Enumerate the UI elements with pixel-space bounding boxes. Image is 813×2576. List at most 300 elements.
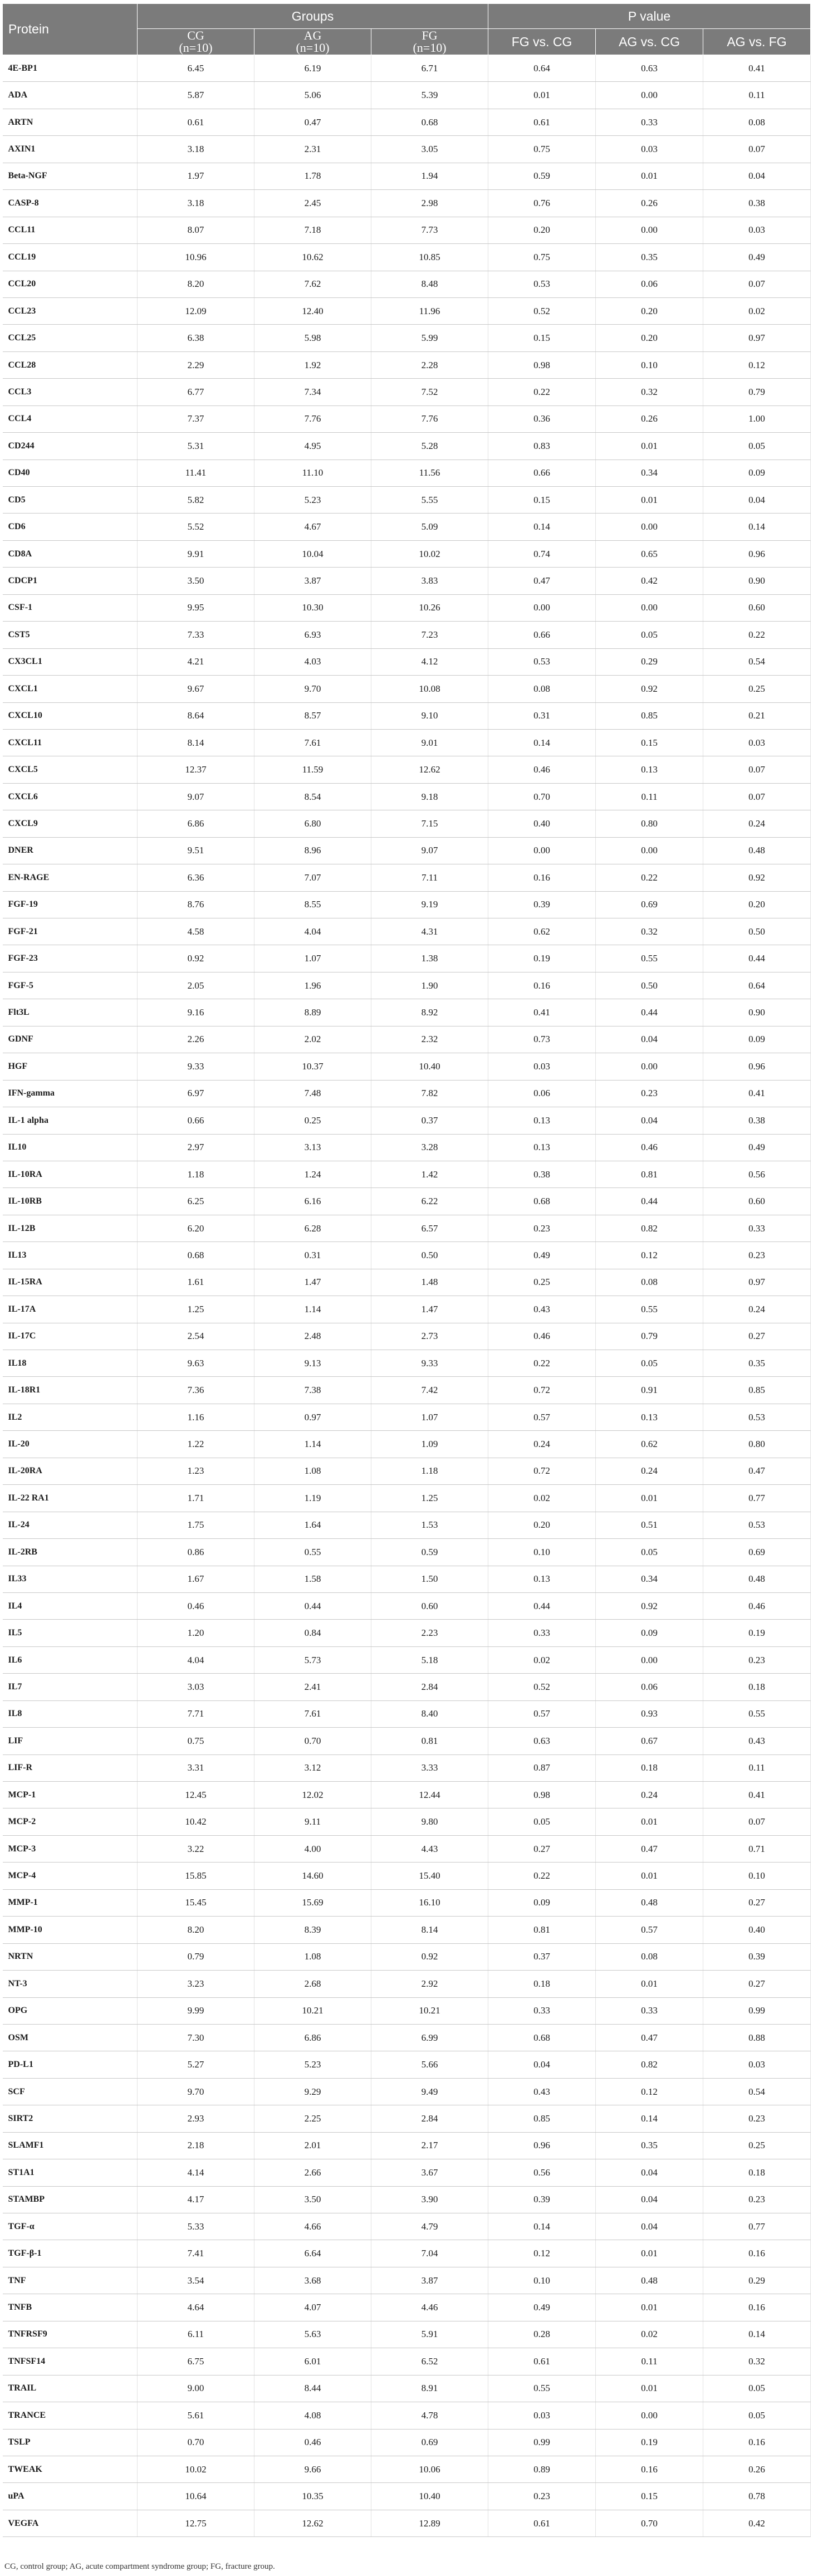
fg-value-cell: 12.89 bbox=[371, 2510, 488, 2536]
ag-value-cell: 1.08 bbox=[254, 1943, 371, 1970]
fg-value-cell: 5.99 bbox=[371, 325, 488, 351]
table-row bbox=[3, 1161, 811, 1187]
fg-value-cell: 0.59 bbox=[371, 1539, 488, 1566]
cg-value-cell: 0.61 bbox=[138, 109, 254, 135]
cg-value-cell: 5.52 bbox=[138, 514, 254, 540]
protein-name-cell: Flt3L bbox=[3, 999, 138, 1026]
protein-name-cell: CD8A bbox=[3, 540, 138, 567]
ag-vs-cg-pvalue-cell: 0.34 bbox=[596, 1566, 703, 1592]
ag-vs-cg-pvalue-cell: 0.29 bbox=[596, 648, 703, 675]
ag-vs-fg-pvalue-cell: 0.04 bbox=[703, 487, 811, 514]
table-header bbox=[3, 4, 811, 55]
fg-vs-cg-pvalue-cell: 0.13 bbox=[488, 1107, 596, 1134]
cg-value-cell: 2.05 bbox=[138, 972, 254, 999]
ag-vs-cg-pvalue-cell: 0.47 bbox=[596, 1835, 703, 1862]
fg-vs-cg-pvalue-cell: 0.81 bbox=[488, 1917, 596, 1943]
ag-vs-fg-pvalue-cell: 0.07 bbox=[703, 783, 811, 810]
ag-value-cell: 8.89 bbox=[254, 999, 371, 1026]
ag-vs-fg-pvalue-cell: 0.96 bbox=[703, 540, 811, 567]
ag-vs-fg-pvalue-cell: 0.03 bbox=[703, 2051, 811, 2078]
table-row bbox=[3, 756, 811, 783]
fg-vs-cg-pvalue-cell: 0.14 bbox=[488, 2213, 596, 2240]
fg-vs-cg-pvalue-cell: 0.14 bbox=[488, 729, 596, 756]
table-row bbox=[3, 1782, 811, 1808]
protein-name-cell: IL33 bbox=[3, 1566, 138, 1592]
ag-value-cell: 1.24 bbox=[254, 1161, 371, 1187]
table-row bbox=[3, 540, 811, 567]
cg-value-cell: 1.23 bbox=[138, 1458, 254, 1484]
table-row bbox=[3, 837, 811, 864]
ag-vs-cg-pvalue-cell: 0.04 bbox=[596, 1026, 703, 1053]
ag-vs-cg-pvalue-cell: 0.05 bbox=[596, 1350, 703, 1377]
cg-value-cell: 5.31 bbox=[138, 433, 254, 460]
ag-vs-cg-pvalue-cell: 0.67 bbox=[596, 1728, 703, 1754]
ag-vs-fg-pvalue-cell: 0.18 bbox=[703, 2159, 811, 2186]
cg-value-cell: 2.29 bbox=[138, 351, 254, 378]
ag-value-cell: 0.31 bbox=[254, 1242, 371, 1269]
ag-vs-fg-pvalue-cell: 0.05 bbox=[703, 2402, 811, 2429]
protein-name-cell: Beta-NGF bbox=[3, 163, 138, 189]
ag-vs-cg-pvalue-cell: 0.32 bbox=[596, 379, 703, 405]
table-row bbox=[3, 1620, 811, 1646]
fg-vs-cg-pvalue-cell: 0.23 bbox=[488, 1215, 596, 1241]
ag-value-cell: 10.21 bbox=[254, 1997, 371, 2024]
fg-value-cell: 4.46 bbox=[371, 2294, 488, 2321]
table-row bbox=[3, 945, 811, 972]
ag-value-cell: 12.62 bbox=[254, 2510, 371, 2536]
ag-value-cell: 2.66 bbox=[254, 2159, 371, 2186]
fg-vs-cg-pvalue-cell: 0.36 bbox=[488, 405, 596, 432]
protein-name-cell: IL-17A bbox=[3, 1296, 138, 1323]
cg-value-cell: 7.36 bbox=[138, 1377, 254, 1404]
cg-value-cell: 6.25 bbox=[138, 1188, 254, 1215]
fg-vs-cg-pvalue-cell: 0.61 bbox=[488, 109, 596, 135]
ag-vs-fg-pvalue-cell: 0.35 bbox=[703, 1350, 811, 1377]
table-row bbox=[3, 999, 811, 1026]
fg-vs-cg-pvalue-cell: 0.63 bbox=[488, 1728, 596, 1754]
protein-name-cell: LIF bbox=[3, 1728, 138, 1754]
fg-vs-cg-pvalue-cell: 0.66 bbox=[488, 460, 596, 486]
table-row bbox=[3, 460, 811, 486]
protein-name-cell: IL-12B bbox=[3, 1215, 138, 1241]
fg-value-cell: 1.38 bbox=[371, 945, 488, 972]
table-footnote: CG, control group; AG, acute compartment syndrome group; FG, fracture group. bbox=[4, 2562, 275, 2571]
ag-vs-fg-pvalue-cell: 0.16 bbox=[703, 2294, 811, 2321]
table-row bbox=[3, 2402, 811, 2429]
fg-value-cell: 6.71 bbox=[371, 55, 488, 82]
fg-vs-cg-pvalue-cell: 0.98 bbox=[488, 1782, 596, 1808]
cg-value-cell: 3.18 bbox=[138, 136, 254, 163]
ag-value-cell: 0.25 bbox=[254, 1107, 371, 1134]
table-row bbox=[3, 2375, 811, 2402]
ag-value-cell: 8.96 bbox=[254, 837, 371, 864]
table-row bbox=[3, 190, 811, 217]
ag-vs-cg-pvalue-cell: 0.20 bbox=[596, 325, 703, 351]
fg-vs-cg-pvalue-cell: 0.52 bbox=[488, 1674, 596, 1700]
protein-name-cell: IL8 bbox=[3, 1700, 138, 1727]
cg-value-cell: 6.45 bbox=[138, 55, 254, 82]
protein-name-cell: IL18 bbox=[3, 1350, 138, 1377]
protein-name-cell: HGF bbox=[3, 1053, 138, 1080]
ag-vs-cg-pvalue-cell: 0.26 bbox=[596, 405, 703, 432]
ag-vs-cg-pvalue-cell: 0.62 bbox=[596, 1431, 703, 1458]
ag-vs-cg-pvalue-cell: 0.01 bbox=[596, 1808, 703, 1835]
ag-vs-cg-column-header: AG vs. CG bbox=[596, 29, 703, 55]
ag-vs-cg-pvalue-cell: 0.92 bbox=[596, 1592, 703, 1619]
ag-vs-cg-pvalue-cell: 0.63 bbox=[596, 55, 703, 82]
fg-vs-cg-pvalue-cell: 0.00 bbox=[488, 837, 596, 864]
ag-vs-fg-pvalue-cell: 0.48 bbox=[703, 1566, 811, 1592]
cg-column-header bbox=[138, 29, 254, 55]
cg-value-cell: 8.64 bbox=[138, 702, 254, 729]
fg-vs-cg-pvalue-cell: 0.15 bbox=[488, 325, 596, 351]
ag-vs-cg-pvalue-cell: 0.55 bbox=[596, 945, 703, 972]
protein-name-cell: CD244 bbox=[3, 433, 138, 460]
ag-vs-fg-pvalue-cell: 0.90 bbox=[703, 999, 811, 1026]
ag-vs-fg-pvalue-cell: 0.38 bbox=[703, 190, 811, 217]
cg-value-cell: 1.71 bbox=[138, 1485, 254, 1512]
cg-value-cell: 12.45 bbox=[138, 1782, 254, 1808]
fg-vs-cg-pvalue-cell: 0.02 bbox=[488, 1485, 596, 1512]
fg-vs-cg-pvalue-cell: 0.19 bbox=[488, 945, 596, 972]
table-row bbox=[3, 2024, 811, 2051]
table-row bbox=[3, 351, 811, 378]
fg-vs-cg-pvalue-cell: 0.72 bbox=[488, 1458, 596, 1484]
ag-vs-fg-pvalue-cell: 0.96 bbox=[703, 1053, 811, 1080]
ag-value-cell: 2.02 bbox=[254, 1026, 371, 1053]
ag-vs-fg-pvalue-cell: 0.79 bbox=[703, 379, 811, 405]
fg-value-cell: 15.40 bbox=[371, 1863, 488, 1889]
fg-value-cell: 6.22 bbox=[371, 1188, 488, 1215]
ag-value-cell: 15.69 bbox=[254, 1889, 371, 1916]
cg-value-cell: 2.18 bbox=[138, 2132, 254, 2159]
ag-vs-fg-pvalue-cell: 0.71 bbox=[703, 1835, 811, 1862]
ag-vs-fg-pvalue-cell: 0.41 bbox=[703, 1782, 811, 1808]
protein-name-cell: CCL25 bbox=[3, 325, 138, 351]
ag-vs-cg-pvalue-cell: 0.26 bbox=[596, 190, 703, 217]
fg-vs-cg-pvalue-cell: 0.49 bbox=[488, 2294, 596, 2321]
fg-value-cell: 6.99 bbox=[371, 2024, 488, 2051]
ag-vs-cg-pvalue-cell: 0.08 bbox=[596, 1269, 703, 1296]
ag-value-cell: 8.57 bbox=[254, 702, 371, 729]
ag-vs-cg-pvalue-cell: 0.44 bbox=[596, 1188, 703, 1215]
fg-value-cell: 6.57 bbox=[371, 1215, 488, 1241]
fg-value-cell: 1.48 bbox=[371, 1269, 488, 1296]
ag-vs-cg-pvalue-cell: 0.65 bbox=[596, 540, 703, 567]
fg-value-cell: 9.80 bbox=[371, 1808, 488, 1835]
table-row bbox=[3, 1971, 811, 1997]
ag-value-cell: 10.37 bbox=[254, 1053, 371, 1080]
protein-name-cell: IL-10RB bbox=[3, 1188, 138, 1215]
table-row bbox=[3, 1889, 811, 1916]
fg-header-label: FG bbox=[422, 28, 438, 42]
fg-value-cell: 3.87 bbox=[371, 2267, 488, 2294]
cg-value-cell: 6.86 bbox=[138, 810, 254, 837]
fg-value-cell: 8.40 bbox=[371, 1700, 488, 1727]
fg-value-cell: 1.53 bbox=[371, 1512, 488, 1538]
cg-value-cell: 5.27 bbox=[138, 2051, 254, 2078]
ag-vs-cg-pvalue-cell: 0.01 bbox=[596, 1485, 703, 1512]
cg-value-cell: 1.16 bbox=[138, 1404, 254, 1430]
fg-value-cell: 1.07 bbox=[371, 1404, 488, 1430]
table-row bbox=[3, 972, 811, 999]
protein-name-cell: TSLP bbox=[3, 2429, 138, 2456]
fg-vs-cg-pvalue-cell: 0.56 bbox=[488, 2159, 596, 2186]
fg-vs-cg-pvalue-cell: 0.64 bbox=[488, 55, 596, 82]
fg-vs-cg-pvalue-cell: 0.14 bbox=[488, 514, 596, 540]
fg-value-cell: 9.18 bbox=[371, 783, 488, 810]
protein-name-cell: CXCL1 bbox=[3, 676, 138, 702]
ag-vs-cg-pvalue-cell: 0.01 bbox=[596, 487, 703, 514]
cg-value-cell: 0.70 bbox=[138, 2429, 254, 2456]
ag-vs-cg-pvalue-cell: 0.42 bbox=[596, 568, 703, 594]
ag-vs-fg-pvalue-cell: 0.23 bbox=[703, 2186, 811, 2213]
protein-name-cell: IL10 bbox=[3, 1134, 138, 1161]
fg-vs-cg-pvalue-cell: 0.13 bbox=[488, 1566, 596, 1592]
fg-value-cell: 3.33 bbox=[371, 1754, 488, 1781]
fg-vs-cg-pvalue-cell: 0.24 bbox=[488, 1431, 596, 1458]
fg-vs-cg-pvalue-cell: 0.05 bbox=[488, 1808, 596, 1835]
fg-value-cell: 12.62 bbox=[371, 756, 488, 783]
ag-vs-fg-pvalue-cell: 0.24 bbox=[703, 1296, 811, 1323]
protein-name-cell: TNF bbox=[3, 2267, 138, 2294]
ag-value-cell: 5.73 bbox=[254, 1646, 371, 1673]
table-row bbox=[3, 2051, 811, 2078]
ag-vs-fg-pvalue-cell: 0.09 bbox=[703, 1026, 811, 1053]
ag-value-cell: 4.04 bbox=[254, 918, 371, 945]
protein-name-cell: IL-17C bbox=[3, 1323, 138, 1350]
protein-name-cell: TNFRSF9 bbox=[3, 2321, 138, 2348]
protein-name-cell: NRTN bbox=[3, 1943, 138, 1970]
fg-vs-cg-pvalue-cell: 0.02 bbox=[488, 1646, 596, 1673]
ag-value-cell: 1.07 bbox=[254, 945, 371, 972]
cg-value-cell: 9.91 bbox=[138, 540, 254, 567]
ag-vs-fg-pvalue-cell: 0.60 bbox=[703, 1188, 811, 1215]
fg-vs-cg-pvalue-cell: 0.57 bbox=[488, 1404, 596, 1430]
ag-vs-cg-pvalue-cell: 0.18 bbox=[596, 1754, 703, 1781]
ag-vs-fg-pvalue-cell: 0.03 bbox=[703, 217, 811, 243]
protein-name-cell: IL-2RB bbox=[3, 1539, 138, 1566]
ag-vs-fg-pvalue-cell: 0.14 bbox=[703, 2321, 811, 2348]
table-row bbox=[3, 1592, 811, 1619]
fg-vs-cg-pvalue-cell: 0.06 bbox=[488, 1080, 596, 1107]
table-row bbox=[3, 1134, 811, 1161]
ag-value-cell: 0.70 bbox=[254, 1728, 371, 1754]
fg-vs-cg-pvalue-cell: 0.10 bbox=[488, 1539, 596, 1566]
fg-value-cell: 8.92 bbox=[371, 999, 488, 1026]
ag-vs-cg-pvalue-cell: 0.57 bbox=[596, 1917, 703, 1943]
protein-name-cell: STAMBP bbox=[3, 2186, 138, 2213]
cg-value-cell: 5.61 bbox=[138, 2402, 254, 2429]
cg-value-cell: 5.87 bbox=[138, 82, 254, 109]
ag-vs-cg-pvalue-cell: 0.10 bbox=[596, 351, 703, 378]
fg-vs-cg-pvalue-cell: 0.55 bbox=[488, 2375, 596, 2402]
fg-value-cell: 5.28 bbox=[371, 433, 488, 460]
cg-value-cell: 6.75 bbox=[138, 2348, 254, 2375]
ag-vs-cg-pvalue-cell: 0.01 bbox=[596, 2240, 703, 2267]
table-row bbox=[3, 1835, 811, 1862]
table-row bbox=[3, 2429, 811, 2456]
ag-value-cell: 2.68 bbox=[254, 1971, 371, 1997]
fg-value-cell: 1.18 bbox=[371, 1458, 488, 1484]
fg-vs-cg-pvalue-cell: 0.46 bbox=[488, 1323, 596, 1350]
ag-vs-fg-pvalue-cell: 0.33 bbox=[703, 1215, 811, 1241]
protein-name-cell: TWEAK bbox=[3, 2456, 138, 2482]
ag-vs-cg-pvalue-cell: 0.24 bbox=[596, 1458, 703, 1484]
fg-value-cell: 10.40 bbox=[371, 2483, 488, 2510]
table-row bbox=[3, 2078, 811, 2105]
protein-name-cell: FGF-21 bbox=[3, 918, 138, 945]
cg-value-cell: 1.20 bbox=[138, 1620, 254, 1646]
ag-value-cell: 5.63 bbox=[254, 2321, 371, 2348]
cg-value-cell: 9.70 bbox=[138, 2078, 254, 2105]
ag-value-cell: 1.58 bbox=[254, 1566, 371, 1592]
ag-value-cell: 7.76 bbox=[254, 405, 371, 432]
ag-vs-fg-pvalue-cell: 0.20 bbox=[703, 891, 811, 918]
cg-value-cell: 12.09 bbox=[138, 297, 254, 324]
cg-value-cell: 4.64 bbox=[138, 2294, 254, 2321]
fg-value-cell: 11.96 bbox=[371, 297, 488, 324]
fg-vs-cg-pvalue-cell: 0.75 bbox=[488, 244, 596, 271]
ag-vs-fg-pvalue-cell: 0.56 bbox=[703, 1161, 811, 1187]
fg-vs-cg-pvalue-cell: 0.53 bbox=[488, 271, 596, 297]
ag-value-cell: 7.61 bbox=[254, 729, 371, 756]
protein-name-cell: NT-3 bbox=[3, 1971, 138, 1997]
protein-name-cell: IFN-gamma bbox=[3, 1080, 138, 1107]
protein-name-cell: CXCL11 bbox=[3, 729, 138, 756]
cg-header-count: (n=10) bbox=[179, 41, 213, 55]
fg-value-cell: 5.39 bbox=[371, 82, 488, 109]
cg-value-cell: 7.41 bbox=[138, 2240, 254, 2267]
ag-vs-cg-pvalue-cell: 0.44 bbox=[596, 999, 703, 1026]
ag-vs-fg-pvalue-cell: 0.69 bbox=[703, 1539, 811, 1566]
cg-value-cell: 9.33 bbox=[138, 1053, 254, 1080]
ag-vs-cg-pvalue-cell: 0.00 bbox=[596, 2402, 703, 2429]
protein-name-cell: MMP-1 bbox=[3, 1889, 138, 1916]
protein-name-cell: CD5 bbox=[3, 487, 138, 514]
ag-value-cell: 4.95 bbox=[254, 433, 371, 460]
fg-vs-cg-pvalue-cell: 0.44 bbox=[488, 1592, 596, 1619]
protein-name-cell: CASP-8 bbox=[3, 190, 138, 217]
ag-vs-cg-pvalue-cell: 0.09 bbox=[596, 1620, 703, 1646]
ag-value-cell: 7.18 bbox=[254, 217, 371, 243]
cg-header-label: CG bbox=[187, 28, 204, 42]
fg-vs-cg-pvalue-cell: 0.62 bbox=[488, 918, 596, 945]
fg-value-cell: 2.28 bbox=[371, 351, 488, 378]
ag-vs-cg-pvalue-cell: 0.82 bbox=[596, 1215, 703, 1241]
ag-value-cell: 1.47 bbox=[254, 1269, 371, 1296]
ag-vs-fg-pvalue-cell: 0.55 bbox=[703, 1700, 811, 1727]
fg-value-cell: 2.98 bbox=[371, 190, 488, 217]
ag-vs-fg-pvalue-cell: 0.32 bbox=[703, 2348, 811, 2375]
ag-value-cell: 6.16 bbox=[254, 1188, 371, 1215]
ag-value-cell: 9.29 bbox=[254, 2078, 371, 2105]
ag-vs-fg-pvalue-cell: 0.27 bbox=[703, 1889, 811, 1916]
ag-vs-cg-pvalue-cell: 0.11 bbox=[596, 2348, 703, 2375]
fg-value-cell: 7.23 bbox=[371, 622, 488, 648]
fg-vs-cg-pvalue-cell: 0.68 bbox=[488, 1188, 596, 1215]
ag-vs-fg-pvalue-cell: 0.14 bbox=[703, 514, 811, 540]
protein-name-cell: CCL28 bbox=[3, 351, 138, 378]
table-row bbox=[3, 2348, 811, 2375]
cg-value-cell: 1.25 bbox=[138, 1296, 254, 1323]
cg-value-cell: 0.68 bbox=[138, 1242, 254, 1269]
fg-vs-cg-pvalue-cell: 0.08 bbox=[488, 676, 596, 702]
ag-vs-fg-pvalue-cell: 0.21 bbox=[703, 702, 811, 729]
cg-value-cell: 4.14 bbox=[138, 2159, 254, 2186]
fg-vs-cg-pvalue-cell: 0.46 bbox=[488, 756, 596, 783]
ag-vs-fg-pvalue-cell: 0.54 bbox=[703, 648, 811, 675]
ag-value-cell: 8.39 bbox=[254, 1917, 371, 1943]
table-row bbox=[3, 1808, 811, 1835]
ag-value-cell: 8.54 bbox=[254, 783, 371, 810]
table-row bbox=[3, 864, 811, 891]
table-row bbox=[3, 2240, 811, 2267]
fg-value-cell: 7.42 bbox=[371, 1377, 488, 1404]
fg-value-cell: 0.60 bbox=[371, 1592, 488, 1619]
fg-vs-cg-pvalue-cell: 0.99 bbox=[488, 2429, 596, 2456]
fg-value-cell: 0.68 bbox=[371, 109, 488, 135]
protein-name-cell: EN-RAGE bbox=[3, 864, 138, 891]
table-row bbox=[3, 1728, 811, 1754]
ag-value-cell: 11.59 bbox=[254, 756, 371, 783]
fg-vs-cg-pvalue-cell: 0.33 bbox=[488, 1997, 596, 2024]
cg-value-cell: 3.54 bbox=[138, 2267, 254, 2294]
cg-value-cell: 3.03 bbox=[138, 1674, 254, 1700]
ag-vs-cg-pvalue-cell: 0.01 bbox=[596, 163, 703, 189]
cg-value-cell: 1.67 bbox=[138, 1566, 254, 1592]
fg-value-cell: 2.92 bbox=[371, 1971, 488, 1997]
ag-vs-fg-pvalue-cell: 0.23 bbox=[703, 1242, 811, 1269]
ag-vs-cg-pvalue-cell: 0.48 bbox=[596, 1889, 703, 1916]
fg-vs-cg-pvalue-cell: 0.00 bbox=[488, 594, 596, 621]
ag-vs-fg-pvalue-cell: 0.97 bbox=[703, 1269, 811, 1296]
ag-value-cell: 4.08 bbox=[254, 2402, 371, 2429]
fg-vs-cg-pvalue-cell: 0.38 bbox=[488, 1161, 596, 1187]
cg-value-cell: 1.22 bbox=[138, 1431, 254, 1458]
ag-vs-cg-pvalue-cell: 0.93 bbox=[596, 1700, 703, 1727]
table-row bbox=[3, 2483, 811, 2510]
fg-value-cell: 10.21 bbox=[371, 1997, 488, 2024]
fg-vs-cg-pvalue-cell: 0.43 bbox=[488, 1296, 596, 1323]
cg-value-cell: 7.71 bbox=[138, 1700, 254, 1727]
ag-value-cell: 9.13 bbox=[254, 1350, 371, 1377]
ag-vs-fg-column-header: AG vs. FG bbox=[703, 29, 811, 55]
ag-value-cell: 0.97 bbox=[254, 1404, 371, 1430]
ag-vs-cg-pvalue-cell: 0.12 bbox=[596, 2078, 703, 2105]
ag-value-cell: 7.07 bbox=[254, 864, 371, 891]
ag-vs-fg-pvalue-cell: 0.26 bbox=[703, 2456, 811, 2482]
ag-header-count: (n=10) bbox=[296, 41, 330, 55]
fg-value-cell: 2.73 bbox=[371, 1323, 488, 1350]
protein-table bbox=[2, 3, 811, 2537]
protein-name-cell: IL5 bbox=[3, 1620, 138, 1646]
table-row bbox=[3, 1566, 811, 1592]
cg-value-cell: 0.75 bbox=[138, 1728, 254, 1754]
ag-value-cell: 9.70 bbox=[254, 676, 371, 702]
ag-value-cell: 10.30 bbox=[254, 594, 371, 621]
fg-value-cell: 8.48 bbox=[371, 271, 488, 297]
ag-vs-cg-pvalue-cell: 0.00 bbox=[596, 1053, 703, 1080]
cg-value-cell: 9.95 bbox=[138, 594, 254, 621]
fg-value-cell: 7.73 bbox=[371, 217, 488, 243]
ag-value-cell: 3.12 bbox=[254, 1754, 371, 1781]
cg-value-cell: 9.07 bbox=[138, 783, 254, 810]
ag-vs-cg-pvalue-cell: 0.19 bbox=[596, 2429, 703, 2456]
ag-value-cell: 6.93 bbox=[254, 622, 371, 648]
ag-vs-cg-pvalue-cell: 0.55 bbox=[596, 1296, 703, 1323]
table-row bbox=[3, 2159, 811, 2186]
